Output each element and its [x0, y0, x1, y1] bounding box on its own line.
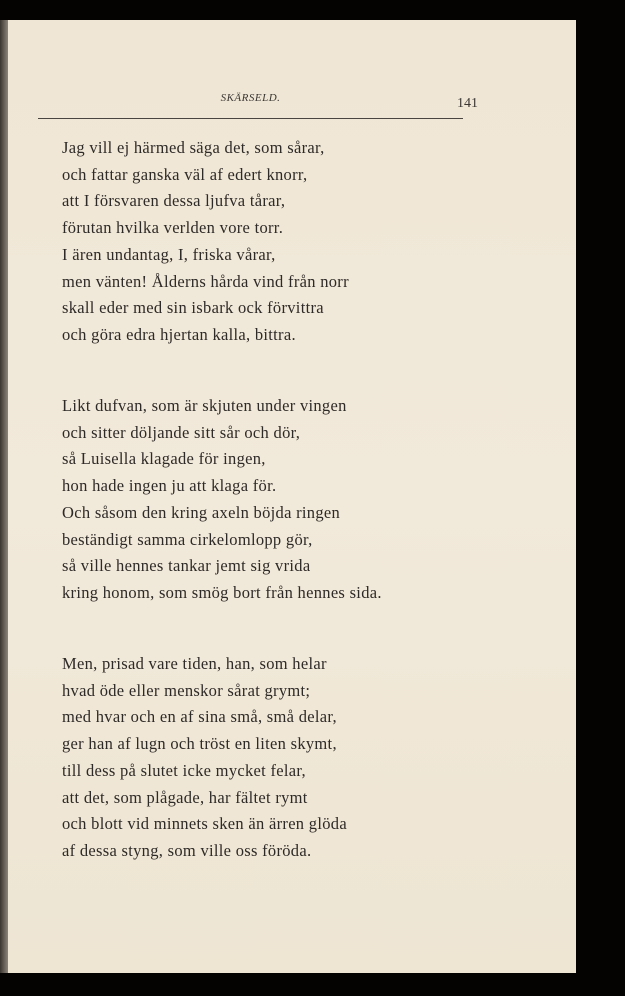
verse-line: hvad öde eller menskor sårat grymt; — [62, 680, 311, 700]
page-left-edge — [0, 20, 8, 973]
verse-line: Och såsom den kring axeln böjda ringen — [62, 502, 341, 522]
verse-line: Likt dufvan, som är skjuten under vingen — [62, 396, 347, 415]
verse-line: och göra edra hjertan kalla, bittra. — [62, 324, 296, 344]
page-header — [38, 88, 478, 119]
verse-line: att I försvaren dessa ljufva tårar, — [62, 191, 286, 211]
verse-line: att det, som plågade, har fältet rymt — [62, 787, 308, 807]
verse-line: I ären undantag, I, friska vårar, — [62, 244, 276, 264]
verse-line: skall eder med sin isbark ock förvittra — [62, 298, 324, 318]
page-number: 141 — [457, 96, 478, 111]
verse-line: af dessa styng, som ville oss föröda. — [62, 840, 312, 860]
running-title: SKÄRSELD. — [220, 92, 281, 104]
verse-line: och blott vid minnets sken än ärren glöda — [62, 814, 347, 834]
verse-line: förutan hvilka verlden vore torr. — [62, 218, 284, 238]
stanza-1 — [62, 135, 349, 349]
verse-line: beständigt samma cirkelomlopp gör, — [62, 529, 313, 549]
verse-line: hon hade ingen ju att klaga för. — [62, 476, 277, 496]
book-page — [8, 20, 576, 973]
verse-line: Jag vill ej härmed säga det, som sårar, — [62, 138, 325, 157]
verse-line: och fattar ganska väl af edert knorr, — [62, 164, 308, 184]
verse-line: till dess på slutet icke mycket felar, — [62, 760, 306, 780]
verse-line: Men, prisad vare tiden, han, som helar — [62, 654, 327, 673]
stanza-3 — [62, 651, 347, 865]
verse-line: och sitter döljande sitt sår och dör, — [62, 422, 301, 442]
verse-line: kring honom, som smög bort från hennes sida. — [62, 582, 382, 602]
stanza-2 — [62, 393, 382, 607]
verse-line: så Luisella klagade för ingen, — [62, 449, 266, 469]
verse-line: ger han af lugn och tröst en liten skymt, — [62, 734, 337, 754]
verse-line: men vänten! Ålderns hårda vind från norr — [62, 271, 349, 291]
verse-line: med hvar och en af sina små, små delar, — [62, 707, 337, 727]
verse-line: så ville hennes tankar jemt sig vrida — [62, 556, 311, 576]
